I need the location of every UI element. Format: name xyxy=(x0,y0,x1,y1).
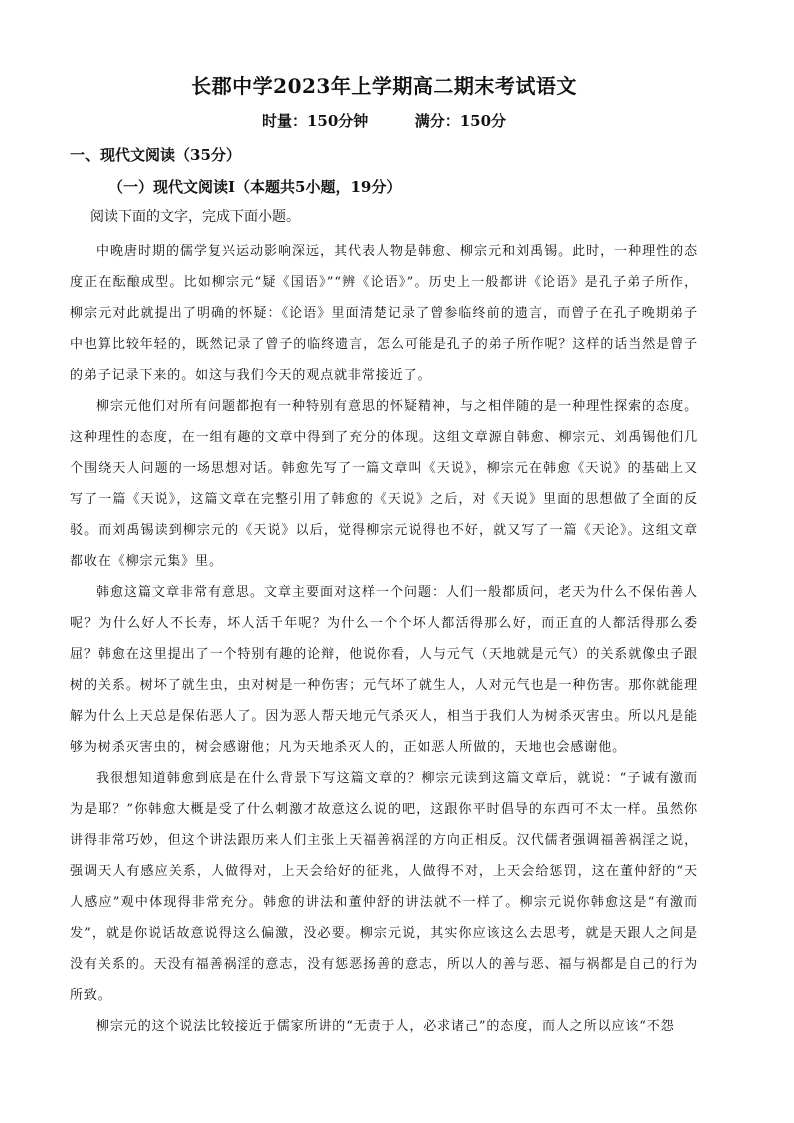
exam-title: 长郡中学2023年上学期高二期末考试语文 xyxy=(191,74,577,98)
exam-meta xyxy=(70,110,698,132)
passage-paragraph-3: 韩愈这篇文章非常有意思。文章主要面对这样一个问题：人们一般都质问，老天为什么不保佑善人呢？为什么好人不长寿，坏人活千年呢？为什么一个个坏人都活得那么好，而正直的人都活得那么委屈？韩愈在这里提出了一个特别有趣的论辩，他说你看，人与元气（天地就是元气）的关系就像虫子跟树的关系。树坏了就生虫，虫对树是一种伤害；元气坏了就生人，人对元气也是一种伤害。那你就能理解为什么上天总是保佑恶人了。因为恶人帮天地元气杀灭人，相当于我们人为树杀灭害虫。所以凡是能够为树杀灭害虫的，树会感谢他；凡为天地杀灭人的，正如恶人所做的，天地也会感谢他。 xyxy=(70,585,698,755)
full-score-label: 满分：150分 xyxy=(414,112,507,130)
passage-paragraph-4: 我很想知道韩愈到底是在什么背景下写这篇文章的？柳宗元读到这篇文章后，就说：“子诚有激而为是耶？”你韩愈大概是受了什么刺激才故意这么说的吧，这跟你平时倡导的东西可不太一样。虽然你讲得非常巧妙，但这个讲法跟历来人们主张上天福善祸淫的方向正相反。汉代儒者强调福善祸淫之说，强调天人有感应关系，人做得对，上天会给好的征兆，人做得不对，上天会给惩罚，这在董仲舒的“天人感应”观中体现得非常充分。韩愈的讲法和董仲舒的讲法就不一样了。柳宗元说你韩愈这是“有激而发”，就是你说话故意说得这么偏激，没必要。柳宗元说，其实你应该这么去思考，就是天跟人之间是没有关系的。天没有福善祸淫的意志，没有惩恶扬善的意志，所以人的善与恶、福与祸都是自己的行为所致。 xyxy=(70,771,698,1003)
time-limit-label: 时量：150分钟 xyxy=(261,112,369,130)
section-heading: 一、现代文阅读（35分） xyxy=(70,146,241,164)
reading-instruction: 阅读下面的文字，完成下面小题。 xyxy=(90,209,300,225)
passage-paragraph-5: 柳宗元的这个说法比较接近于儒家所讲的“无责于人，必求诸己”的态度，而人之所以应该“不怨 xyxy=(96,1019,675,1034)
reading-passage xyxy=(70,236,698,1042)
passage-paragraph-2: 柳宗元他们对所有问题都抱有一种特别有意思的怀疑精神，与之相伴随的是一种理性探索的态度。这种理性的态度，在一组有趣的文章中得到了充分的体现。这组文章源自韩愈、柳宗元、刘禹锡他们几个围绕天人问题的一场思想对话。韩愈先写了一篇文章叫《天说》，柳宗元在韩愈《天说》的基础上又写了一篇《天说》，这篇文章在完整引用了韩愈的《天说》之后，对《天说》里面的思想做了全面的反驳。而刘禹锡读到柳宗元的《天说》以后，觉得柳宗元说得也不好，就又写了一篇《天论》。这组文章都收在《柳宗元集》里。 xyxy=(70,399,698,569)
subsection-heading: （一）现代文阅读Ⅰ（本题共5小题，19分） xyxy=(108,178,402,196)
passage-paragraph-1: 中晚唐时期的儒学复兴运动影响深远，其代表人物是韩愈、柳宗元和刘禹锡。此时，一种理性的态度正在酝酿成型。比如柳宗元“疑《国语》”“辨《论语》”。历史上一般都讲《论语》是孔子弟子所作，柳宗元对此就提出了明确的怀疑：《论语》里面清楚记录了曾参临终前的遗言，而曾子在孔子晚期弟子中也算比较年轻的，既然记录了曾子的临终遗言，怎么可能是孔子的弟子所作呢？这样的话当然是曾子的弟子记录下来的。如这与我们今天的观点就非常接近了。 xyxy=(70,244,698,383)
